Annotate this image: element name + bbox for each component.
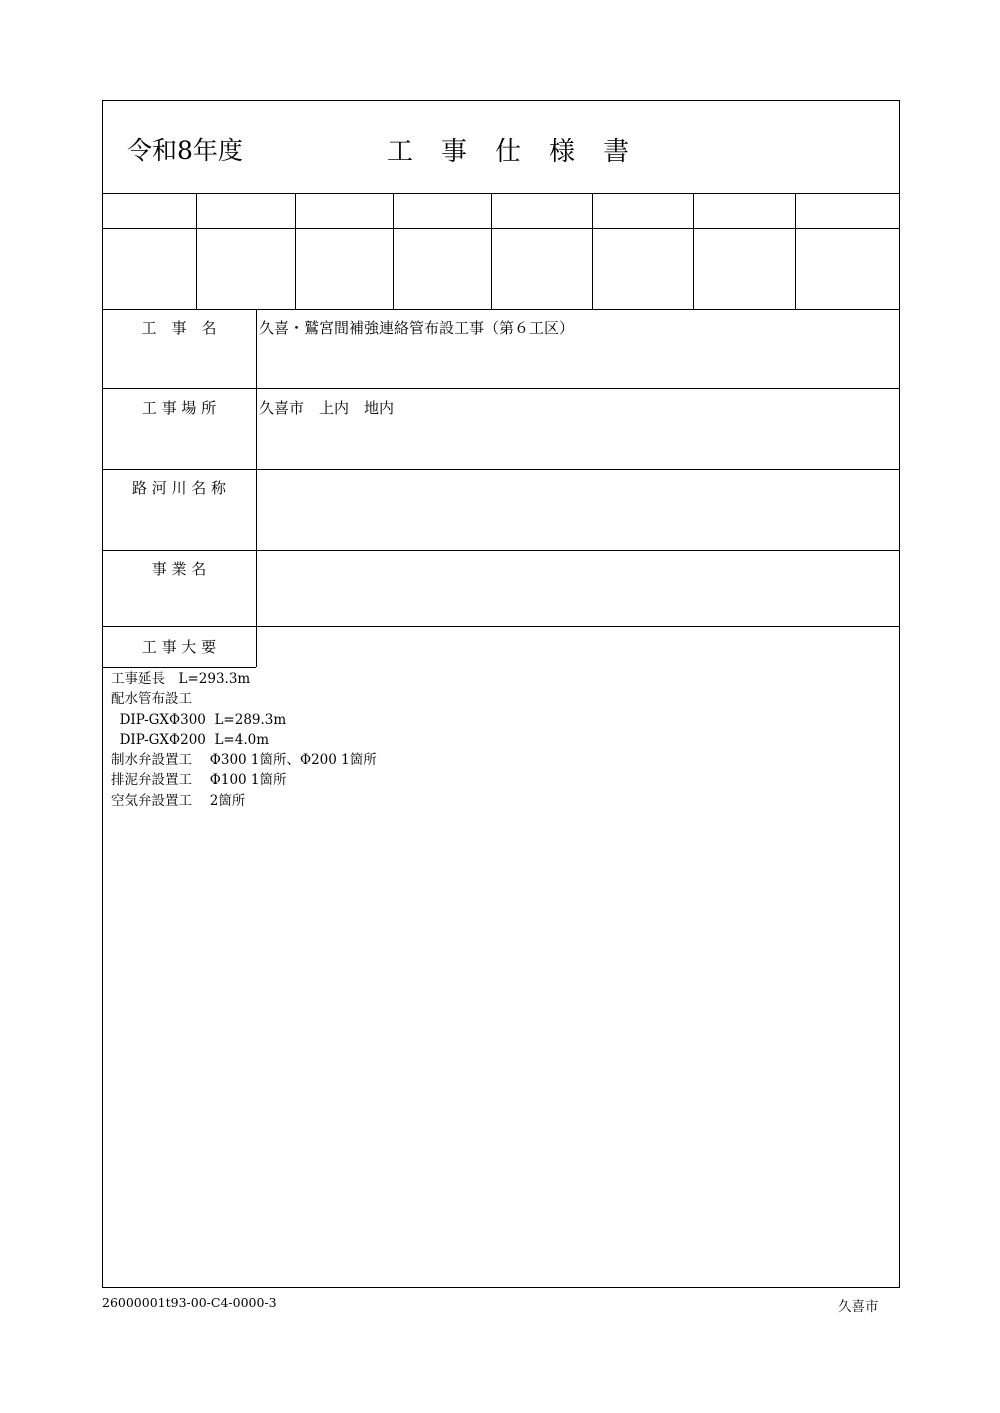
row-divider bbox=[103, 550, 899, 551]
title-char: 様 bbox=[549, 137, 576, 167]
header-divider bbox=[103, 193, 899, 194]
title-char: 事 bbox=[441, 137, 468, 167]
title-char: 書 bbox=[603, 137, 630, 167]
label-column-line bbox=[256, 309, 257, 667]
outline-line: 制水弁設置工 Φ300 1箇所、Φ200 1箇所 bbox=[111, 752, 377, 769]
stamp-grid-column-line bbox=[795, 193, 796, 309]
work-outline bbox=[111, 669, 377, 811]
outline-line: 空気弁設置工 2箇所 bbox=[111, 792, 246, 809]
koji-taiyo-label: 工 事 大 要 bbox=[141, 638, 217, 656]
issuer-city: 久喜市 bbox=[838, 1299, 879, 1315]
outline-line: DIP-GXΦ300 L=289.3m bbox=[111, 711, 287, 728]
specification-sheet bbox=[102, 100, 900, 1288]
stamp-grid-column-line bbox=[295, 193, 296, 309]
koji-basho-label: 工 事 場 所 bbox=[141, 399, 217, 417]
outline-line: 工事延長 L=293.3m bbox=[111, 671, 251, 687]
koji-mei-value: 久喜・鷲宮間補強連絡管布設工事（第６工区） bbox=[259, 319, 575, 337]
rokasen-meisho-label: 路 河 川 名 称 bbox=[131, 479, 227, 497]
outline-label-bottom bbox=[103, 667, 256, 668]
title-char: 仕 bbox=[495, 137, 522, 167]
stamp-grid-column-line bbox=[196, 193, 197, 309]
outline-line: 配水管布設工 bbox=[111, 691, 192, 708]
stamp-grid-column-line bbox=[393, 193, 394, 309]
row-divider bbox=[103, 469, 899, 470]
stamp-grid-bottom bbox=[103, 309, 899, 310]
page-title bbox=[387, 131, 657, 168]
stamp-grid-divider bbox=[103, 228, 899, 229]
title-char: 工 bbox=[387, 137, 414, 167]
outline-line: 排泥弁設置工 Φ100 1箇所 bbox=[111, 772, 287, 789]
koji-basho-value: 久喜市 上内 地内 bbox=[259, 399, 395, 417]
jigyo-mei-label: 事 業 名 bbox=[151, 560, 207, 578]
stamp-grid-column-line bbox=[491, 193, 492, 309]
document-code: 26000001t93-00-C4-0000-3 bbox=[102, 1295, 277, 1310]
stamp-grid-column-line bbox=[693, 193, 694, 309]
fiscal-year: 令和8年度 bbox=[127, 136, 243, 165]
stamp-grid-column-line bbox=[592, 193, 593, 309]
row-divider bbox=[103, 626, 899, 627]
row-divider bbox=[103, 388, 899, 389]
koji-mei-label: 工 事 名 bbox=[141, 319, 217, 337]
outline-line: DIP-GXΦ200 L=4.0m bbox=[111, 731, 270, 748]
